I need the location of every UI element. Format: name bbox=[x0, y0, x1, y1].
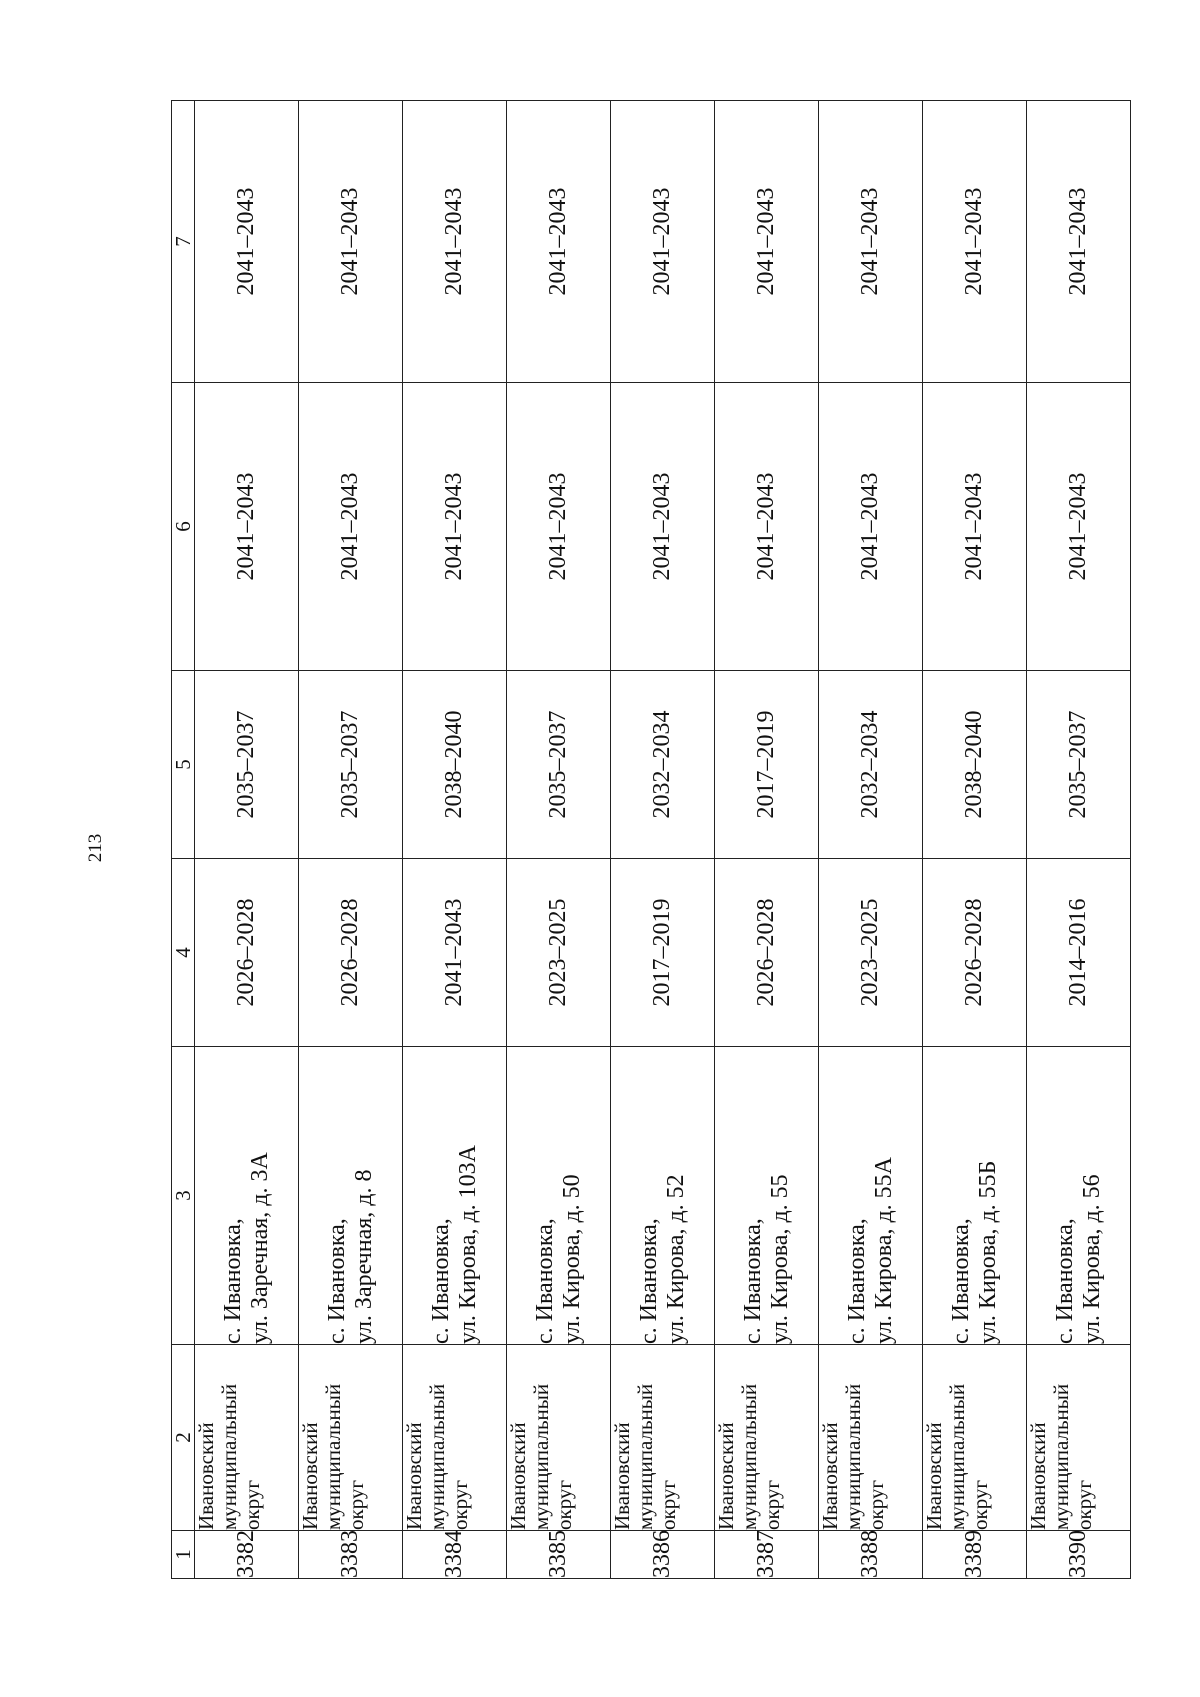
row-number: 3390 bbox=[1027, 1531, 1131, 1579]
period-col6: 2041–2043 bbox=[1027, 383, 1131, 671]
address-cell: с. Ивановка, ул. Кирова, д. 52 bbox=[611, 1047, 715, 1345]
table-row bbox=[507, 101, 611, 1579]
address-cell: с. Ивановка, ул. Заречная, д. 8 bbox=[299, 1047, 403, 1345]
period-col6: 2041–2043 bbox=[923, 383, 1027, 671]
district-cell: Ивановский муниципальный округ bbox=[819, 1345, 923, 1531]
table-row bbox=[819, 101, 923, 1579]
period-col5: 2035–2037 bbox=[195, 671, 299, 859]
period-col4: 2023–2025 bbox=[819, 859, 923, 1047]
district-cell: Ивановский муниципальный округ bbox=[195, 1345, 299, 1531]
period-col4: 2026–2028 bbox=[923, 859, 1027, 1047]
period-col7: 2041–2043 bbox=[819, 101, 923, 383]
column-header-4: 4 bbox=[172, 859, 195, 1047]
row-number: 3382 bbox=[195, 1531, 299, 1579]
address-cell: с. Ивановка, ул. Кирова, д. 55Б bbox=[923, 1047, 1027, 1345]
period-col7: 2041–2043 bbox=[611, 101, 715, 383]
period-col5: 2032–2034 bbox=[819, 671, 923, 859]
period-col7: 2041–2043 bbox=[195, 101, 299, 383]
period-col4: 2026–2028 bbox=[715, 859, 819, 1047]
header-row bbox=[172, 101, 195, 1579]
column-header-1: 1 bbox=[172, 1531, 195, 1579]
row-number: 3389 bbox=[923, 1531, 1027, 1579]
table-row bbox=[923, 101, 1027, 1579]
district-cell: Ивановский муниципальный округ bbox=[1027, 1345, 1131, 1531]
address-cell: с. Ивановка, ул. Кирова, д. 55 bbox=[715, 1047, 819, 1345]
row-number: 3386 bbox=[611, 1531, 715, 1579]
period-col6: 2041–2043 bbox=[299, 383, 403, 671]
table-row bbox=[195, 101, 299, 1579]
table-row bbox=[299, 101, 403, 1579]
address-cell: с. Ивановка, ул. Кирова, д. 55А bbox=[819, 1047, 923, 1345]
column-header-2: 2 bbox=[172, 1345, 195, 1531]
district-cell: Ивановский муниципальный округ bbox=[611, 1345, 715, 1531]
period-col4: 2014–2016 bbox=[1027, 859, 1131, 1047]
address-cell: с. Ивановка, ул. Кирова, д. 56 bbox=[1027, 1047, 1131, 1345]
column-header-3: 3 bbox=[172, 1047, 195, 1345]
row-number: 3384 bbox=[403, 1531, 507, 1579]
period-col5: 2032–2034 bbox=[611, 671, 715, 859]
column-header-7: 7 bbox=[172, 101, 195, 383]
period-col4: 2026–2028 bbox=[299, 859, 403, 1047]
table-body bbox=[195, 101, 1131, 1579]
row-number: 3388 bbox=[819, 1531, 923, 1579]
period-col5: 2035–2037 bbox=[299, 671, 403, 859]
district-cell: Ивановский муниципальный округ bbox=[923, 1345, 1027, 1531]
district-cell: Ивановский муниципальный округ bbox=[507, 1345, 611, 1531]
period-col5: 2035–2037 bbox=[1027, 671, 1131, 859]
period-col6: 2041–2043 bbox=[611, 383, 715, 671]
period-col4: 2041–2043 bbox=[403, 859, 507, 1047]
period-col5: 2038–2040 bbox=[403, 671, 507, 859]
period-col4: 2017–2019 bbox=[611, 859, 715, 1047]
period-col7: 2041–2043 bbox=[923, 101, 1027, 383]
period-col7: 2041–2043 bbox=[299, 101, 403, 383]
period-col4: 2023–2025 bbox=[507, 859, 611, 1047]
period-col6: 2041–2043 bbox=[195, 383, 299, 671]
rotated-table-container bbox=[171, 101, 1137, 1579]
row-number: 3383 bbox=[299, 1531, 403, 1579]
period-col6: 2041–2043 bbox=[819, 383, 923, 671]
register-table bbox=[171, 100, 1131, 1579]
period-col7: 2041–2043 bbox=[403, 101, 507, 383]
page-number: 213 bbox=[85, 833, 106, 863]
period-col6: 2041–2043 bbox=[403, 383, 507, 671]
address-cell: с. Ивановка, ул. Заречная, д. 3А bbox=[195, 1047, 299, 1345]
row-number: 3387 bbox=[715, 1531, 819, 1579]
row-number: 3385 bbox=[507, 1531, 611, 1579]
district-cell: Ивановский муниципальный округ bbox=[715, 1345, 819, 1531]
period-col7: 2041–2043 bbox=[1027, 101, 1131, 383]
period-col5: 2017–2019 bbox=[715, 671, 819, 859]
address-cell: с. Ивановка, ул. Кирова, д. 103А bbox=[403, 1047, 507, 1345]
period-col6: 2041–2043 bbox=[507, 383, 611, 671]
period-col5: 2038–2040 bbox=[923, 671, 1027, 859]
district-cell: Ивановский муниципальный округ bbox=[299, 1345, 403, 1531]
column-header-6: 6 bbox=[172, 383, 195, 671]
period-col5: 2035–2037 bbox=[507, 671, 611, 859]
table-row bbox=[715, 101, 819, 1579]
period-col7: 2041–2043 bbox=[715, 101, 819, 383]
column-header-5: 5 bbox=[172, 671, 195, 859]
district-cell: Ивановский муниципальный округ bbox=[403, 1345, 507, 1531]
address-cell: с. Ивановка, ул. Кирова, д. 50 bbox=[507, 1047, 611, 1345]
period-col7: 2041–2043 bbox=[507, 101, 611, 383]
period-col6: 2041–2043 bbox=[715, 383, 819, 671]
period-col4: 2026–2028 bbox=[195, 859, 299, 1047]
table-row bbox=[611, 101, 715, 1579]
table-row bbox=[403, 101, 507, 1579]
table-row bbox=[1027, 101, 1131, 1579]
